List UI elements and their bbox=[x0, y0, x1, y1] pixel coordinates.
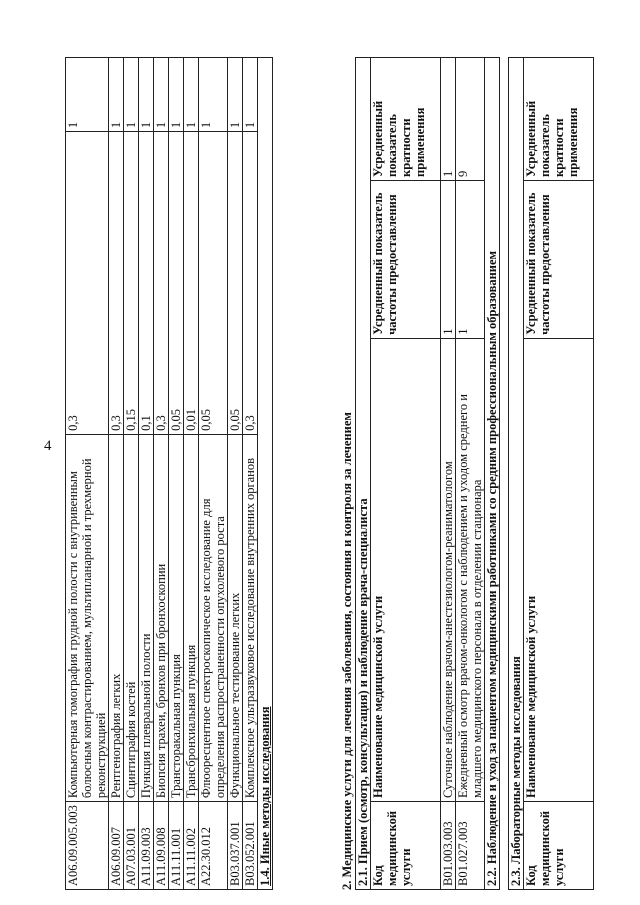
table-row bbox=[66, 58, 109, 890]
cell-name: Рентгенография легких bbox=[109, 434, 124, 801]
cell-mult: 9 bbox=[456, 58, 485, 181]
cell-code: A06.09.005.003 bbox=[66, 802, 109, 890]
cell-code: A06.09.007 bbox=[109, 802, 124, 890]
header-code: Код медицинской услуги bbox=[371, 802, 441, 890]
table-row bbox=[154, 58, 169, 890]
cell-freq: 1 bbox=[456, 180, 485, 338]
header-frequency: Усредненный показатель частоты предоставления bbox=[524, 180, 594, 338]
cell-mult: 1 bbox=[124, 58, 139, 132]
cell-freq: 0,05 bbox=[199, 132, 228, 435]
cell-name: Биопсия трахеи, бронхов при бронхоскопии bbox=[154, 434, 169, 801]
header-name: Наименование медицинской услуги bbox=[371, 338, 441, 801]
subsection-2-1-title: 2.1. Прием (осмотр, консультация) и наблюдение врача-специалиста bbox=[356, 58, 371, 890]
cell-name: Сцинтиграфия костей bbox=[124, 434, 139, 801]
cell-name: Трансбронхиальная пункция bbox=[184, 434, 199, 801]
section-2-title: 2. Медицинские услуги для лечения заболевания, состояния и контроля за лечением bbox=[340, 412, 354, 890]
cell-mult: 1 bbox=[154, 58, 169, 132]
lab-methods-table bbox=[508, 57, 594, 890]
cell-name: Пункция плевральной полости bbox=[139, 434, 154, 801]
table-row bbox=[441, 58, 456, 890]
cell-freq: 0,3 bbox=[109, 132, 124, 435]
cell-freq: 0,3 bbox=[66, 132, 109, 435]
cell-name: Ежедневный осмотр врачом-онкологом с наблюдением и уходом среднего и младшего медицинского персонала в отделении стационара bbox=[456, 338, 485, 801]
subsection-1-4-title: 1.4. Иные методы исследования bbox=[258, 58, 273, 890]
cell-freq: 0,15 bbox=[124, 132, 139, 435]
header-code: Код медицинской услуги bbox=[524, 802, 594, 890]
cell-name: Функциональное тестирование легких bbox=[228, 434, 243, 801]
table-row bbox=[139, 58, 154, 890]
table-row bbox=[228, 58, 243, 890]
cell-code: A11.09.003 bbox=[139, 802, 154, 890]
cell-mult: 1 bbox=[184, 58, 199, 132]
cell-mult: 1 bbox=[228, 58, 243, 132]
cell-code: A11.11.002 bbox=[184, 802, 199, 890]
cell-code: B01.027.003 bbox=[456, 802, 485, 890]
cell-freq: 0,01 bbox=[184, 132, 199, 435]
cell-name: Компьютерная томография грудной полости с внутривенным болюсным контрастированием, мультипланарной и трехмерной реконструкцией bbox=[66, 434, 109, 801]
cell-mult: 1 bbox=[441, 58, 456, 181]
page-number: 4 bbox=[44, 438, 52, 454]
table-row bbox=[184, 58, 199, 890]
table-row bbox=[456, 58, 485, 890]
subsection-2-2-title: 2.2. Наблюдение и уход за пациентом медицинскими работниками со средним профессиональным образованием bbox=[485, 58, 500, 890]
treatment-table-body bbox=[441, 58, 485, 890]
cell-name: Флюоресцентное спектроскопическое исследование для определения распространенности опухолевого роста bbox=[199, 434, 228, 801]
header-name: Наименование медицинской услуги bbox=[524, 338, 594, 801]
diagnostics-table-body bbox=[66, 58, 273, 890]
cell-mult: 1 bbox=[169, 58, 184, 132]
cell-freq: 0,3 bbox=[243, 132, 258, 435]
cell-name: Суточное наблюдение врачом-анестезиологом-реаниматологом bbox=[441, 338, 456, 801]
header-multiplicity: Усредненный показатель кратности применения bbox=[524, 58, 594, 181]
cell-freq: 0,1 bbox=[139, 132, 154, 435]
table-row bbox=[124, 58, 139, 890]
cell-freq: 0,05 bbox=[169, 132, 184, 435]
cell-mult: 1 bbox=[109, 58, 124, 132]
cell-mult: 1 bbox=[243, 58, 258, 132]
header-frequency: Усредненный показатель частоты предоставления bbox=[371, 180, 441, 338]
cell-mult: 1 bbox=[66, 58, 109, 132]
treatment-specialist-table bbox=[355, 57, 500, 890]
table-row bbox=[109, 58, 124, 890]
cell-code: B01.003.003 bbox=[441, 802, 456, 890]
cell-code: A11.09.008 bbox=[154, 802, 169, 890]
cell-freq: 0,3 bbox=[154, 132, 169, 435]
cell-code: A11.11.001 bbox=[169, 802, 184, 890]
table-row bbox=[243, 58, 258, 890]
cell-code: A22.30.012 bbox=[199, 802, 228, 890]
cell-freq: 1 bbox=[441, 180, 456, 338]
cell-code: B03.052.001 bbox=[243, 802, 258, 890]
table-row bbox=[199, 58, 228, 890]
cell-code: A07.03.001 bbox=[124, 802, 139, 890]
diagnostics-table bbox=[65, 57, 273, 890]
header-multiplicity: Усредненный показатель кратности применения bbox=[371, 58, 441, 181]
cell-freq: 0,05 bbox=[228, 132, 243, 435]
subsection-2-3-title: 2.3. Лабораторные методы исследования bbox=[509, 58, 524, 890]
table-row bbox=[169, 58, 184, 890]
cell-name: Трансторакальная пункция bbox=[169, 434, 184, 801]
cell-code: B03.037.001 bbox=[228, 802, 243, 890]
cell-mult: 1 bbox=[139, 58, 154, 132]
cell-name: Комплексное ультразвуковое исследование внутренних органов bbox=[243, 434, 258, 801]
cell-mult: 1 bbox=[199, 58, 228, 132]
